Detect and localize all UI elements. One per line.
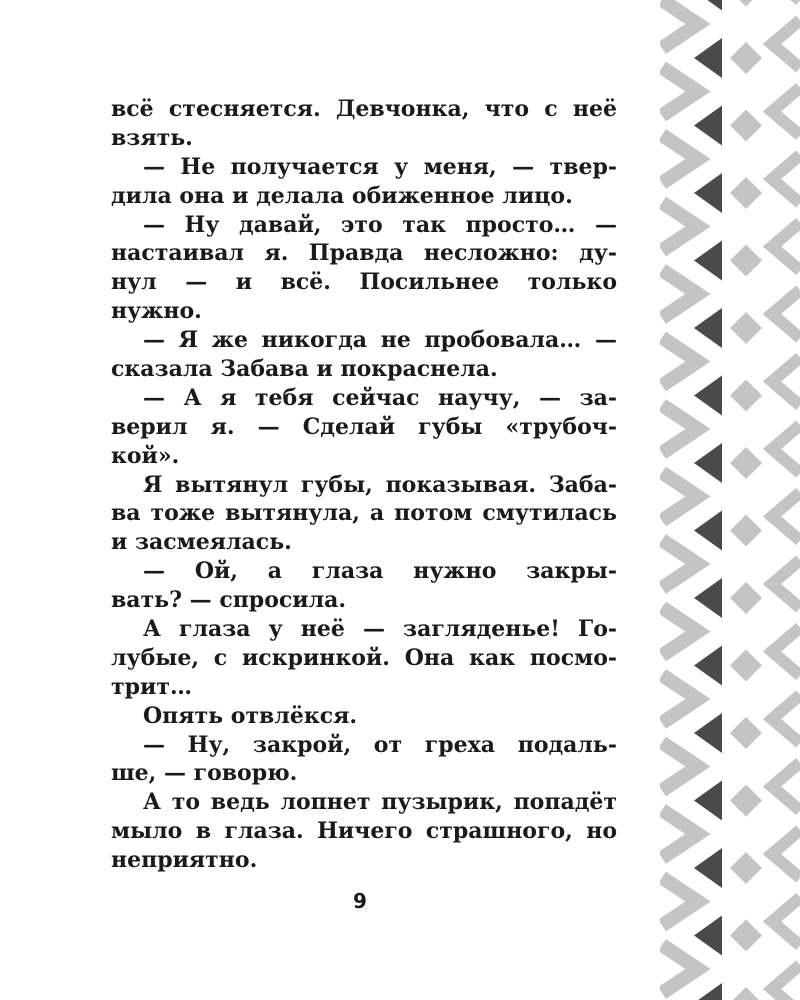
ornament-arrow (694, 443, 722, 483)
ornament-edge-chevron (772, 965, 800, 1000)
text-line: — А я тебя сейчас научу, — за- (143, 384, 617, 411)
text-line: А то ведь лопнет пузырик, попадёт (143, 789, 617, 816)
ornament-edge-chevron (772, 830, 800, 878)
ornament-chevron (662, 540, 698, 588)
text-line: сказала Забава и покраснела. (111, 356, 498, 383)
text-line: — Не получается у меня, — твер- (143, 153, 617, 180)
ornament-edge-chevron (772, 290, 800, 338)
ornament-arrow (694, 781, 722, 821)
decorative-border-ornament (660, 0, 800, 1000)
text-line: неприятно. (111, 847, 258, 874)
ornament-diamond (730, 42, 762, 74)
ornament-diamond (730, 0, 762, 7)
ornament-diamond (730, 110, 762, 142)
text-line: — Я же никогда не пробовала… — (143, 327, 617, 354)
ornament-diamond (730, 312, 762, 344)
ornament-edge-chevron (772, 358, 800, 406)
ornament-edge-chevron (772, 0, 800, 1)
ornament-edge-chevron (772, 20, 800, 68)
text-line: — Ну, закрой, от греха подаль- (143, 731, 617, 758)
ornament-arrow (694, 713, 722, 753)
ornament-chevron (662, 810, 698, 858)
ornament-chevron (662, 878, 698, 926)
text-line: и засмеялась. (111, 529, 292, 556)
ornament-chevron (662, 68, 698, 116)
text-line: лубые, с искринкой. Она как посмо- (111, 644, 617, 671)
ornament-arrow (694, 578, 722, 618)
ornament-chevron (662, 270, 698, 318)
text-line: ва тоже вытянула, а потом смутилась (111, 500, 617, 527)
text-line: кой». (111, 442, 180, 469)
ornament-diamond (730, 717, 762, 749)
ornament-edge-chevron (772, 425, 800, 473)
ornament-chevron (662, 0, 698, 48)
ornament-edge-chevron (772, 155, 800, 203)
ornament-diamond (730, 650, 762, 682)
ornament-diamond (730, 515, 762, 547)
ornament-arrow (694, 376, 722, 416)
ornament-arrow (694, 848, 722, 888)
ornament-edge-chevron (772, 493, 800, 541)
text-line: Опять отвлёкся. (143, 702, 358, 729)
page-number: 9 (353, 889, 367, 913)
ornament-edge-chevron (772, 560, 800, 608)
text-line: ше, — говорю. (111, 760, 298, 787)
ornament-arrow (694, 173, 722, 213)
ornament-chevron (662, 338, 698, 386)
ornament-arrow (694, 38, 722, 78)
ornament-arrow (694, 511, 722, 551)
ornament-edge-chevron (772, 628, 800, 676)
text-line: — Ну давай, это так просто… — (143, 211, 617, 238)
ornament-edge-chevron (772, 898, 800, 946)
ornament-arrow (694, 916, 722, 956)
text-line: мыло в глаза. Ничего страшного, но (111, 818, 617, 845)
ornament-diamond (730, 447, 762, 479)
ornament-arrow (694, 983, 722, 1000)
ornament-diamond (730, 987, 762, 1000)
ornament-arrow (694, 0, 722, 11)
ornament-arrow (694, 308, 722, 348)
ornament-edge-chevron (772, 763, 800, 811)
text-line: всё стесняется. Девчонка, что с неё (111, 96, 617, 122)
text-line: А глаза у неё — загляденье! Го- (143, 616, 617, 643)
ornament-chevron (662, 608, 698, 656)
text-line: дила она и делала обиженное лицо. (111, 182, 573, 209)
text-line: верил я. — Сделай губы «трубоч- (111, 413, 617, 440)
text-line: Я вытянул губы, показывая. Заба- (143, 471, 617, 498)
text-line: нужно. (111, 298, 202, 325)
ornament-chevron (662, 473, 698, 521)
ornament-diamond (730, 852, 762, 884)
ornament-arrow (694, 646, 722, 686)
ornament-edge-chevron (772, 88, 800, 136)
ornament-edge-chevron (772, 695, 800, 743)
text-line: настаивал я. Правда несложно: ду- (111, 240, 617, 267)
ornament-chevron (662, 135, 698, 183)
text-line: нул — и всё. Посильнее только (111, 269, 617, 296)
ornament-edge-chevron (772, 223, 800, 271)
ornament-diamond (730, 177, 762, 209)
ornament-diamond (730, 785, 762, 817)
ornament-arrow (694, 241, 722, 281)
ornament-chevron (662, 405, 698, 453)
ornament-chevron (662, 675, 698, 723)
ornament-arrow (694, 106, 722, 146)
text-line: взять. (111, 124, 193, 151)
text-line: трит… (111, 673, 192, 700)
text-line: вать? — спросила. (111, 587, 347, 614)
ornament-diamond (730, 582, 762, 614)
text-line: — Ой, а глаза нужно закры- (143, 558, 617, 585)
ornament-diamond (730, 920, 762, 952)
ornament-chevron (662, 743, 698, 791)
ornament-diamond (730, 245, 762, 277)
ornament-chevron (662, 203, 698, 251)
body-text (111, 95, 617, 875)
ornament-diamond (730, 380, 762, 412)
ornament-chevron (662, 945, 698, 993)
